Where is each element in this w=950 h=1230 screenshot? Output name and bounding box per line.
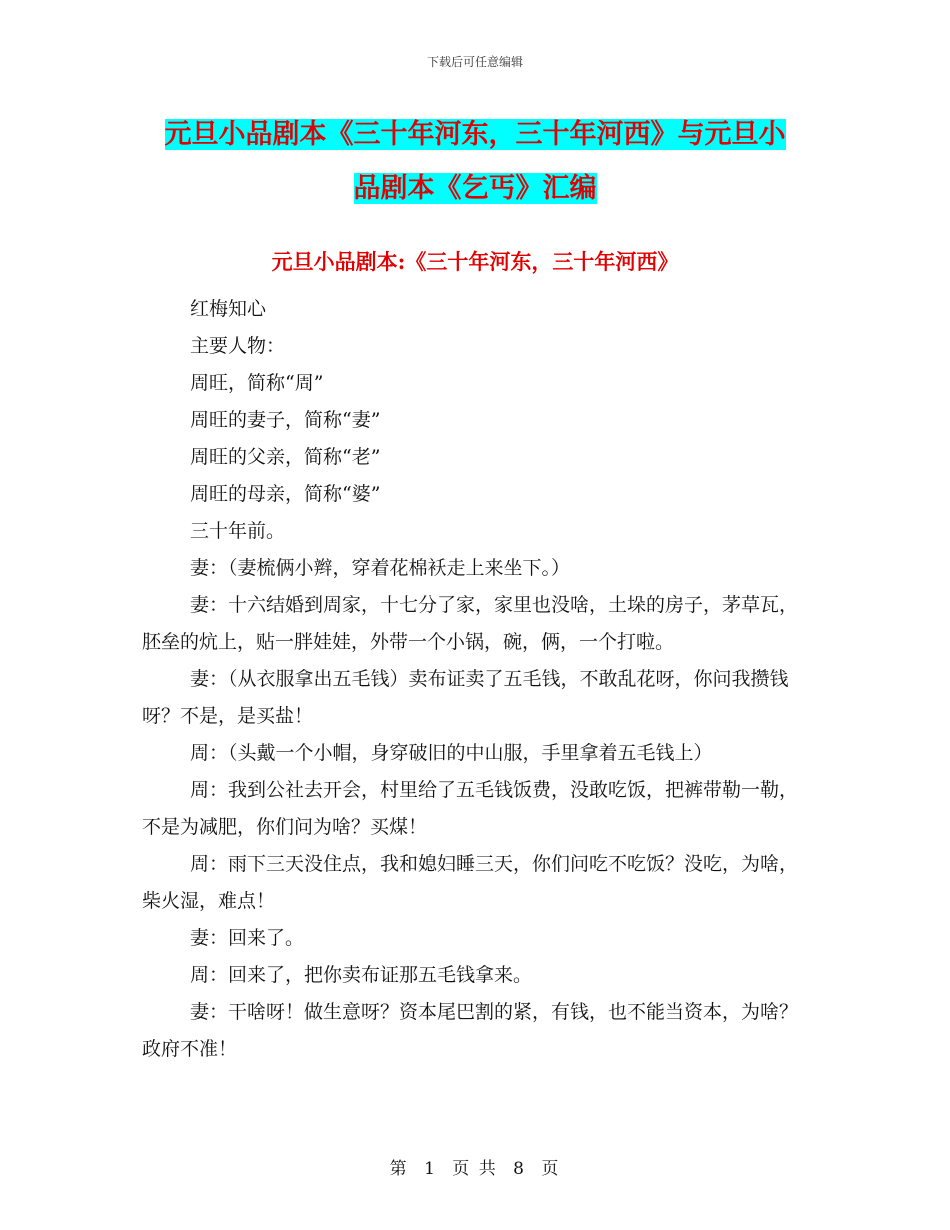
document-title bbox=[140, 108, 810, 216]
footer-prefix: 第 bbox=[389, 1159, 409, 1179]
paragraph: 三十年前。 bbox=[190, 520, 286, 542]
paragraph: 周旺，简称“周” bbox=[190, 372, 324, 394]
paragraph: 主要人物： bbox=[190, 335, 286, 357]
total-pages: 8 bbox=[513, 1159, 526, 1179]
page-header-note: 下载后可任意编辑 bbox=[426, 55, 523, 69]
title-line-2: 品剧本《乞丐》汇编 bbox=[353, 173, 597, 204]
paragraph: 周旺的父亲，简称“老” bbox=[190, 446, 381, 468]
paragraph: 妻：干啥呀！做生意呀？资本尾巴割的紧，有钱，也不能当资本，为啥？政府不准！ bbox=[142, 1001, 799, 1060]
title-line-1: 元旦小品剧本《三十年河东，三十年河西》与元旦小 bbox=[164, 119, 786, 150]
paragraph: 周：雨下三天没住点，我和媳妇睡三天，你们问吃不吃饭？没吃，为啥，柴火湿，难点！ bbox=[142, 853, 799, 912]
page-footer bbox=[0, 1154, 950, 1179]
footer-suffix: 页 bbox=[541, 1159, 561, 1179]
script-body bbox=[142, 291, 802, 1068]
paragraph: 妻：十六结婚到周家，十七分了家，家里也没啥，土垛的房子，茅草瓦，胚垒的炕上，贴一胖娃娃，外带一个小锅，碗，俩，一个打啦。 bbox=[142, 594, 799, 653]
paragraph: 红梅知心 bbox=[190, 298, 267, 320]
footer-middle: 页 共 bbox=[452, 1159, 498, 1179]
section-title: 元旦小品剧本:《三十年河东，三十年河西》 bbox=[271, 249, 679, 274]
paragraph: 周旺的母亲，简称“婆” bbox=[190, 483, 381, 505]
paragraph: 妻：回来了。 bbox=[190, 927, 305, 949]
paragraph: 周旺的妻子，简称“妻” bbox=[190, 409, 381, 431]
paragraph: 周：回来了，把你卖布证那五毛钱拿来。 bbox=[190, 964, 533, 986]
page-number: 1 bbox=[424, 1159, 437, 1179]
paragraph: 周：我到公社去开会，村里给了五毛钱饭费，没敢吃饭，把裤带勒一勒，不是为减肥，你们问为啥？买煤！ bbox=[142, 779, 799, 838]
paragraph: 周：（头戴一个小帽，身穿破旧的中山服，手里拿着五毛钱上） bbox=[190, 742, 713, 764]
paragraph: 妻：（妻梳俩小辫，穿着花棉袄走上来坐下。） bbox=[190, 557, 571, 579]
paragraph: 妻：（从衣服拿出五毛钱）卖布证卖了五毛钱，不敢乱花呀，你问我攒钱呀？不是，是买盐！ bbox=[142, 668, 789, 727]
